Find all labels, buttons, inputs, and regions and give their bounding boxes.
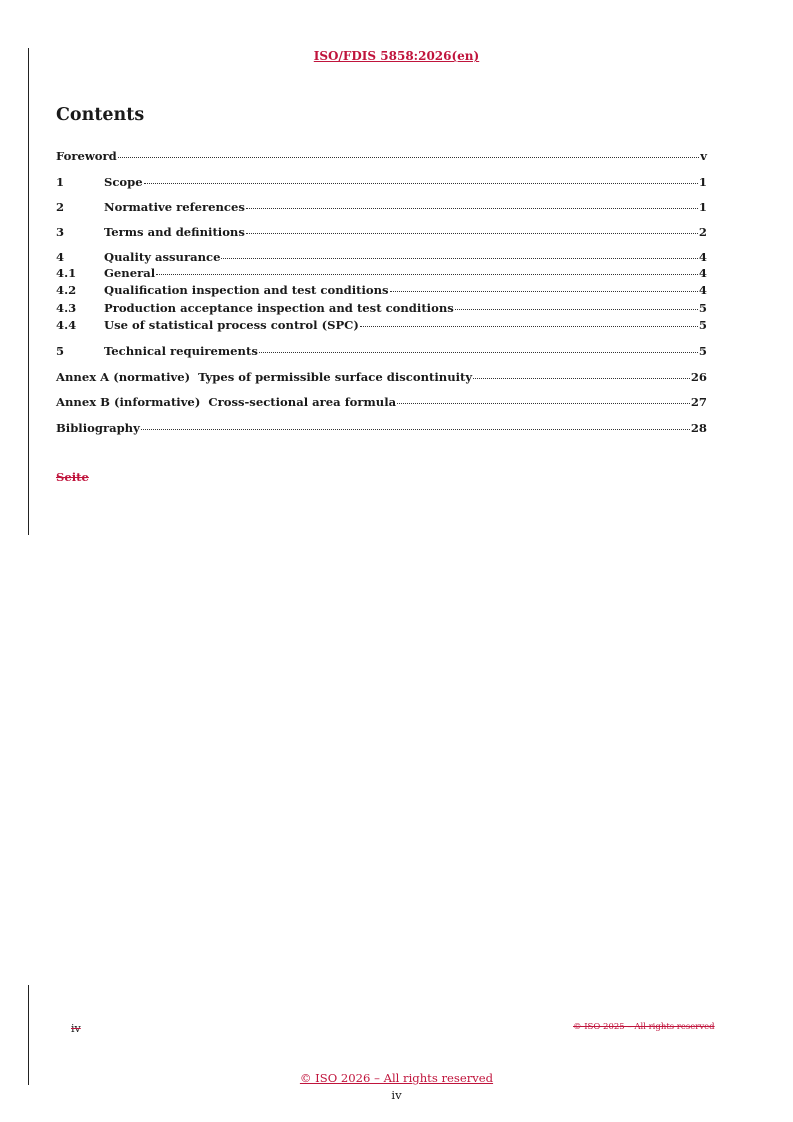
toc-entry-general[interactable]: [56, 266, 707, 280]
toc-title: General: [104, 266, 156, 280]
toc-leader: [397, 402, 690, 404]
toc-title: Annex A (normative) Types of permissible surface discontinuity: [56, 370, 473, 384]
toc-entry-production-acceptance[interactable]: [56, 301, 707, 315]
toc-page: 2: [698, 225, 707, 239]
toc-page: 1: [698, 175, 707, 189]
toc-leader: [455, 308, 698, 310]
deleted-old-page-number: iv: [71, 1022, 81, 1035]
toc-title: Foreword: [56, 149, 117, 163]
footer-page-number: iv: [391, 1088, 402, 1102]
toc-entry-annex-a[interactable]: [56, 370, 707, 384]
toc-leader: [221, 257, 697, 259]
toc-title: Bibliography: [56, 421, 140, 435]
toc-number: 4: [56, 250, 65, 264]
toc-page: 27: [690, 395, 707, 409]
toc-entry-annex-b[interactable]: [56, 395, 707, 409]
toc-page: 4: [698, 283, 707, 297]
footer-copyright: © ISO 2026 – All rights reserved: [299, 1071, 494, 1085]
toc-title: Scope: [104, 175, 143, 189]
toc-title: Qualification inspection and test conditions: [104, 283, 389, 297]
toc-page: 28: [690, 421, 707, 435]
toc-title: Normative references: [104, 200, 245, 214]
toc-leader: [360, 325, 698, 327]
toc-number: 5: [56, 344, 65, 358]
toc-number: 4.4: [56, 318, 77, 332]
toc-entry-technical-requirements[interactable]: [56, 344, 707, 358]
toc-entry-qualification-inspection[interactable]: [56, 283, 707, 297]
toc-leader: [246, 232, 698, 234]
toc-page: v: [700, 149, 707, 163]
toc-leader: [144, 182, 698, 184]
toc-entry-terms-and-definitions[interactable]: [56, 225, 707, 239]
toc-title: Technical requirements: [104, 344, 258, 358]
toc-title: Terms and definitions: [104, 225, 245, 239]
toc-number: 4.2: [56, 283, 77, 297]
toc-number: 3: [56, 225, 65, 239]
toc-entry-quality-assurance[interactable]: [56, 250, 707, 264]
toc-title: Production acceptance inspection and test conditions: [104, 301, 454, 315]
deleted-seite-text: Seite: [56, 470, 89, 484]
toc-number: 2: [56, 200, 65, 214]
toc-page: 1: [698, 200, 707, 214]
change-bar-top: [28, 48, 29, 535]
toc-entry-bibliography[interactable]: [56, 421, 707, 435]
toc-page: 5: [698, 301, 707, 315]
toc-page: 4: [698, 250, 707, 264]
toc-number: 4.3: [56, 301, 77, 315]
toc-leader: [259, 351, 698, 353]
toc-leader: [246, 207, 698, 209]
toc-entry-normative-references[interactable]: [56, 200, 707, 214]
toc-leader: [118, 156, 700, 158]
toc-entry-foreword[interactable]: [56, 149, 707, 163]
toc-leader: [156, 273, 698, 275]
document-id-header: ISO/FDIS 5858:2026(en): [313, 49, 480, 63]
contents-title: Contents: [56, 105, 145, 125]
toc-number: 4.1: [56, 266, 77, 280]
toc-leader: [141, 428, 690, 430]
toc-title: Quality assurance: [104, 250, 221, 264]
toc-entry-statistical-process-control[interactable]: [56, 318, 707, 332]
change-bar-bottom: [28, 985, 29, 1085]
toc-title: Annex B (informative) Cross-sectional area formula: [56, 395, 397, 409]
toc-number: 1: [56, 175, 65, 189]
toc-page: 26: [690, 370, 707, 384]
toc-leader: [473, 377, 690, 379]
toc-page: 5: [698, 318, 707, 332]
toc-page: 5: [698, 344, 707, 358]
toc-leader: [390, 290, 698, 292]
toc-page: 4: [698, 266, 707, 280]
toc-entry-scope[interactable]: [56, 175, 707, 189]
deleted-old-copyright: © ISO 2025 – All rights reserved: [573, 1022, 715, 1032]
toc-title: Use of statistical process control (SPC): [104, 318, 359, 332]
